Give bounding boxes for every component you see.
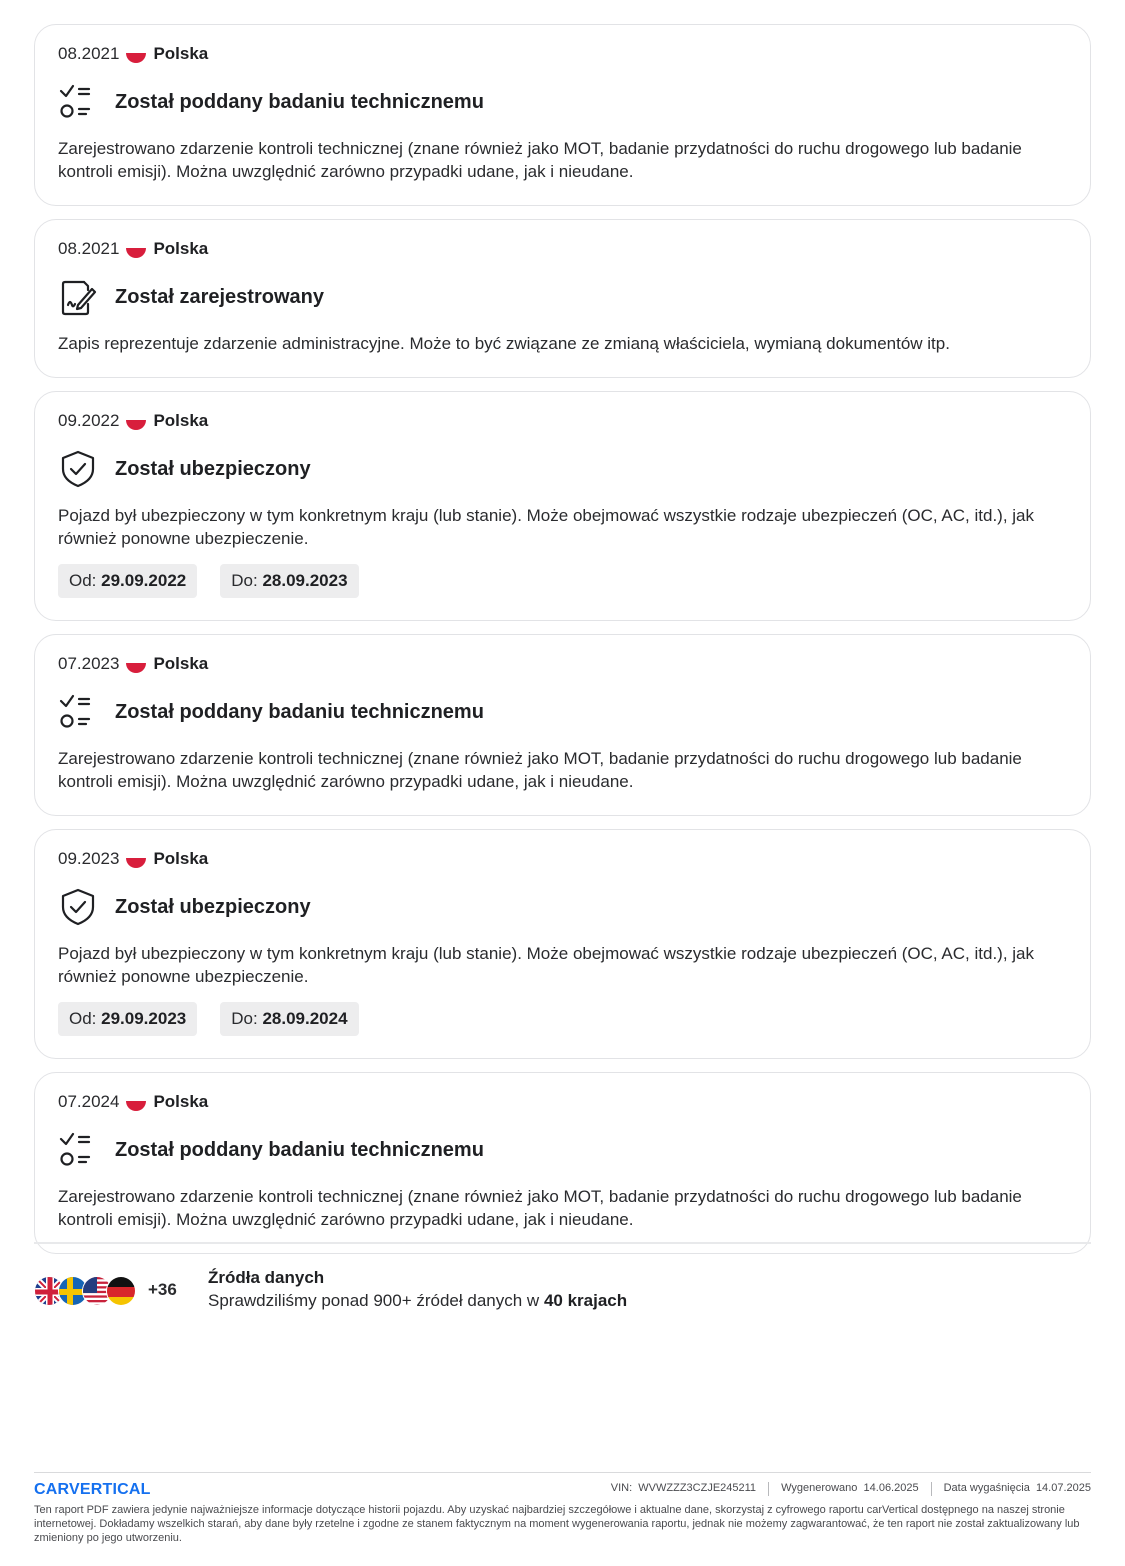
event-header <box>58 653 1067 675</box>
report-meta: VIN: WVWZZZ3CZJE245211 Wygenerowano 14.06.2025 Data wygaśnięcia 14.07.2025 <box>610 1482 1091 1494</box>
event-title: Został ubezpieczony <box>115 895 311 918</box>
event-country: Polska <box>153 849 209 868</box>
event-title: Został ubezpieczony <box>115 457 311 480</box>
expiry-date: 14.07.2025 <box>1035 1482 1091 1494</box>
insurance-to: Do: 28.09.2023 <box>220 564 358 598</box>
inspection-checklist-icon <box>58 1126 106 1174</box>
insurance-period <box>58 1002 1067 1036</box>
event-card-5 <box>34 829 1091 1059</box>
event-timeline <box>34 24 1091 1267</box>
insurance-to-date: 28.09.2023 <box>262 571 348 590</box>
poland-flag-icon <box>126 858 146 868</box>
insurance-shield-icon <box>58 445 106 493</box>
event-date: 09.2022 <box>58 411 120 430</box>
poland-flag-icon <box>126 663 146 673</box>
event-country: Polska <box>153 411 209 430</box>
more-countries-count: +36 <box>148 1279 177 1299</box>
event-date: 07.2023 <box>58 654 120 673</box>
event-header <box>58 238 1067 260</box>
insurance-from: Od: 29.09.2023 <box>58 1002 197 1036</box>
event-title-row <box>58 883 1067 931</box>
event-title-row <box>58 273 1067 321</box>
insurance-to-date: 28.09.2024 <box>262 1009 348 1028</box>
event-title: Został zarejestrowany <box>115 285 324 308</box>
vin-value: WVWZZZ3CZJE245211 <box>638 1482 757 1494</box>
sources-description: Sprawdziliśmy ponad 900+ źródeł danych w 40 krajach <box>208 1291 628 1310</box>
event-description: Pojazd był ubezpieczony w tym konkretnym kraju (lub stanie). Może obejmować wszystkie rodzaje ubezpieczeń (OC, AC, itd.), jak również ponowne ubezpieczenie. <box>58 506 1035 548</box>
insurance-from-date: 29.09.2023 <box>101 1009 187 1028</box>
event-description: Pojazd był ubezpieczony w tym konkretnym kraju (lub stanie). Może obejmować wszystkie rodzaje ubezpieczeń (OC, AC, itd.), jak również ponowne ubezpieczenie. <box>58 944 1035 986</box>
footer-divider <box>34 1472 1091 1473</box>
poland-flag-icon <box>126 53 146 63</box>
event-title-row <box>58 78 1067 126</box>
event-date: 08.2021 <box>58 239 120 258</box>
registration-document-icon <box>58 273 106 321</box>
event-description: Zarejestrowano zdarzenie kontroli technicznej (znane również jako MOT, badanie przydatności do ruchu drogowego lub badanie kontroli emisji). Można uwzględnić zarówno przypadki udane, jak i nieudane. <box>58 139 1022 181</box>
event-title-row <box>58 1126 1067 1174</box>
section-divider <box>34 1242 1091 1244</box>
event-card-1 <box>34 24 1091 206</box>
event-card-3 <box>34 391 1091 621</box>
source-flags <box>34 1272 138 1308</box>
event-country: Polska <box>153 1092 209 1111</box>
event-title-row <box>58 445 1067 493</box>
insurance-from: Od: 29.09.2022 <box>58 564 197 598</box>
event-country: Polska <box>153 654 209 673</box>
event-country: Polska <box>153 239 209 258</box>
sources-text <box>208 1268 627 1311</box>
event-header <box>58 43 1067 65</box>
event-card-2 <box>34 219 1091 378</box>
event-card-6 <box>34 1072 1091 1254</box>
event-title: Został poddany badaniu technicznemu <box>115 90 484 113</box>
event-header <box>58 1091 1067 1113</box>
event-title: Został poddany badaniu technicznemu <box>115 1138 484 1161</box>
poland-flag-icon <box>126 420 146 430</box>
event-date: 09.2023 <box>58 849 120 868</box>
event-description: Zarejestrowano zdarzenie kontroli technicznej (znane również jako MOT, badanie przydatności do ruchu drogowego lub badanie kontroli emisji). Można uwzględnić zarówno przypadki udane, jak i nieudane. <box>58 749 1022 791</box>
event-title: Został poddany badaniu technicznemu <box>115 700 484 723</box>
poland-flag-icon <box>126 1101 146 1111</box>
insurance-from-date: 29.09.2022 <box>101 571 187 590</box>
event-description: Zarejestrowano zdarzenie kontroli technicznej (znane również jako MOT, badanie przydatności do ruchu drogowego lub badanie kontroli emisji). Można uwzględnić zarówno przypadki udane, jak i nieudane. <box>58 1187 1022 1229</box>
disclaimer-text: Ten raport PDF zawiera jedynie najważniejsze informacje dotyczące historii pojazdu. Aby uzyskać najbardziej szczegółowe i aktualne dane, skorzystaj z cyfrowego raportu carVertical dostępnego na naszej stronie internetowej. Dokładamy wszelkich starań, aby dane były rzetelne i zgodne ze stanem faktycznym na moment wygenerowania raportu, jednak nie możemy zagwarantować, że ten raport nie został zaktualizowany lub zmieniony po jego utworzeniu. <box>34 1504 1080 1544</box>
event-header <box>58 848 1067 870</box>
event-header <box>58 410 1067 432</box>
insurance-shield-icon <box>58 883 106 931</box>
carvertical-logo: CARVERTICAL <box>34 1481 151 1498</box>
germany-flag-icon <box>106 1276 136 1306</box>
generated-date: 14.06.2025 <box>863 1482 919 1494</box>
poland-flag-icon <box>126 248 146 258</box>
event-date: 07.2024 <box>58 1092 120 1111</box>
event-country: Polska <box>153 44 209 63</box>
event-title-row <box>58 688 1067 736</box>
inspection-checklist-icon <box>58 78 106 126</box>
countries-count: 40 krajach <box>543 1291 628 1310</box>
data-sources <box>34 1268 627 1311</box>
event-card-4 <box>34 634 1091 816</box>
inspection-checklist-icon <box>58 688 106 736</box>
event-date: 08.2021 <box>58 44 120 63</box>
insurance-period <box>58 564 1067 598</box>
sources-title: Źródła danych <box>208 1268 325 1287</box>
insurance-to: Do: 28.09.2024 <box>220 1002 358 1036</box>
event-description: Zapis reprezentuje zdarzenie administracyjne. Może to być związane ze zmianą właściciela, wymianą dokumentów itp. <box>58 334 950 353</box>
